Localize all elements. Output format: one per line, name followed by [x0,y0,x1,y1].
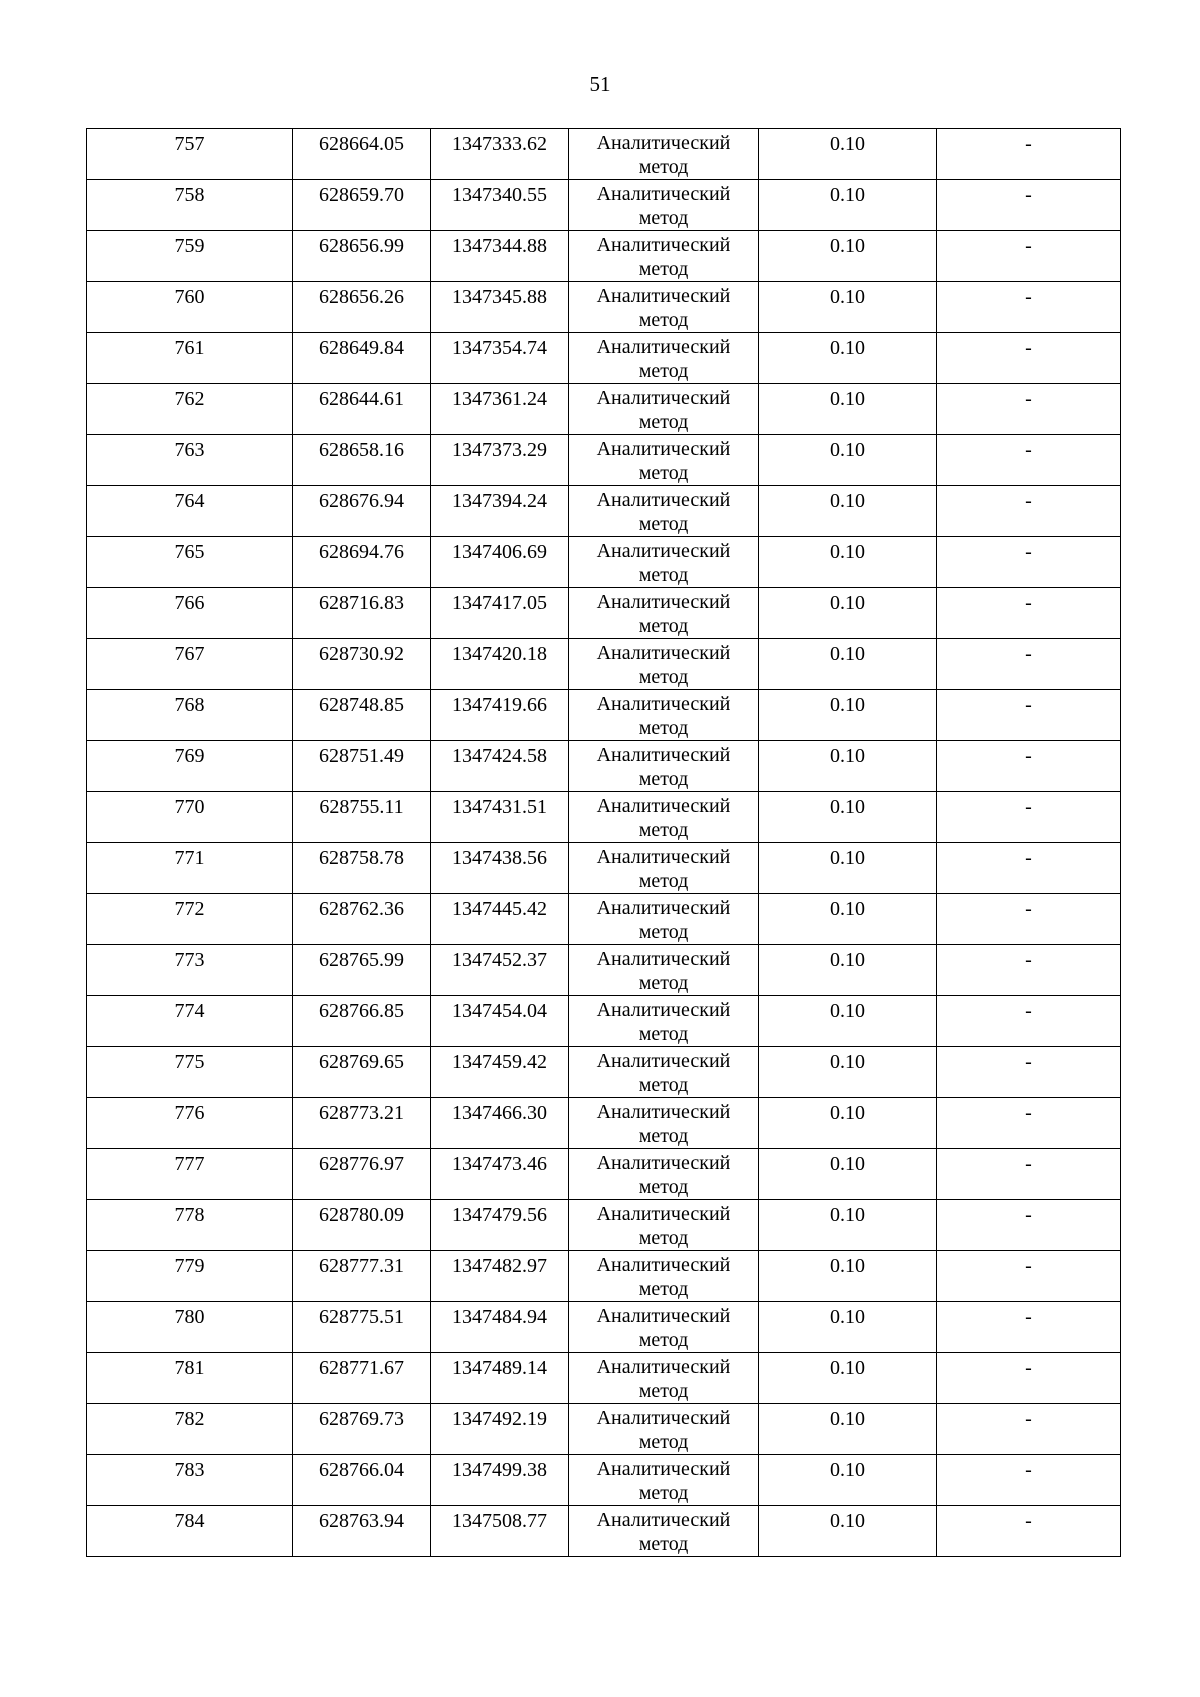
method-line-2: метод [638,666,689,688]
y-coordinate-cell: 1347406.69 [431,537,569,588]
accuracy-cell: 0.10 [759,486,937,537]
method-cell [569,1404,759,1455]
note-cell: - [937,945,1121,996]
table-row [87,129,1121,180]
x-coordinate-cell: 628730.92 [293,639,431,690]
point-number-cell: 767 [87,639,293,690]
method-cell [569,1353,759,1404]
accuracy-cell: 0.10 [759,1506,937,1557]
point-number-cell: 770 [87,792,293,843]
y-coordinate-cell: 1347459.42 [431,1047,569,1098]
accuracy-cell: 0.10 [759,384,937,435]
point-number-cell: 762 [87,384,293,435]
accuracy-cell: 0.10 [759,1098,937,1149]
note-cell: - [937,792,1121,843]
method-line-1: Аналитический [596,438,731,460]
table-row [87,333,1121,384]
method-cell [569,129,759,180]
method-line-1: Аналитический [596,285,731,307]
method-line-2: метод [638,1380,689,1402]
method-cell [569,996,759,1047]
y-coordinate-cell: 1347361.24 [431,384,569,435]
point-number-cell: 757 [87,129,293,180]
accuracy-cell: 0.10 [759,1455,937,1506]
note-cell: - [937,1098,1121,1149]
method-line-1: Аналитический [596,132,731,154]
method-line-2: метод [638,1482,689,1504]
table-row [87,1047,1121,1098]
point-number-cell: 772 [87,894,293,945]
note-cell: - [937,1404,1121,1455]
method-line-2: метод [638,462,689,484]
accuracy-cell: 0.10 [759,639,937,690]
accuracy-cell: 0.10 [759,537,937,588]
x-coordinate-cell: 628769.65 [293,1047,431,1098]
x-coordinate-cell: 628658.16 [293,435,431,486]
y-coordinate-cell: 1347420.18 [431,639,569,690]
method-line-1: Аналитический [596,897,731,919]
method-line-2: метод [638,513,689,535]
table-row [87,1149,1121,1200]
method-line-2: метод [638,870,689,892]
method-line-1: Аналитический [596,489,731,511]
method-line-1: Аналитический [596,1152,731,1174]
point-number-cell: 778 [87,1200,293,1251]
coordinates-table [86,128,1121,1557]
accuracy-cell: 0.10 [759,792,937,843]
method-line-1: Аналитический [596,642,731,664]
note-cell: - [937,180,1121,231]
point-number-cell: 773 [87,945,293,996]
table-body [87,129,1121,1557]
x-coordinate-cell: 628766.04 [293,1455,431,1506]
x-coordinate-cell: 628755.11 [293,792,431,843]
method-line-1: Аналитический [596,948,731,970]
method-line-1: Аналитический [596,744,731,766]
x-coordinate-cell: 628769.73 [293,1404,431,1455]
method-cell [569,384,759,435]
method-line-1: Аналитический [596,1050,731,1072]
note-cell: - [937,1251,1121,1302]
note-cell: - [937,537,1121,588]
y-coordinate-cell: 1347354.74 [431,333,569,384]
table-row [87,486,1121,537]
method-line-2: метод [638,411,689,433]
table-row [87,792,1121,843]
method-line-1: Аналитический [596,693,731,715]
x-coordinate-cell: 628765.99 [293,945,431,996]
method-line-2: метод [638,156,689,178]
table-row [87,231,1121,282]
method-line-1: Аналитический [596,183,731,205]
method-line-2: метод [638,1074,689,1096]
method-cell [569,1302,759,1353]
point-number-cell: 763 [87,435,293,486]
y-coordinate-cell: 1347394.24 [431,486,569,537]
note-cell: - [937,486,1121,537]
table-row [87,1404,1121,1455]
accuracy-cell: 0.10 [759,1251,937,1302]
y-coordinate-cell: 1347445.42 [431,894,569,945]
y-coordinate-cell: 1347344.88 [431,231,569,282]
note-cell: - [937,690,1121,741]
y-coordinate-cell: 1347345.88 [431,282,569,333]
note-cell: - [937,129,1121,180]
y-coordinate-cell: 1347419.66 [431,690,569,741]
method-cell [569,690,759,741]
method-cell [569,741,759,792]
x-coordinate-cell: 628780.09 [293,1200,431,1251]
accuracy-cell: 0.10 [759,588,937,639]
x-coordinate-cell: 628716.83 [293,588,431,639]
method-cell [569,435,759,486]
method-line-1: Аналитический [596,1101,731,1123]
y-coordinate-cell: 1347508.77 [431,1506,569,1557]
table-row [87,843,1121,894]
x-coordinate-cell: 628777.31 [293,1251,431,1302]
method-line-1: Аналитический [596,234,731,256]
accuracy-cell: 0.10 [759,435,937,486]
y-coordinate-cell: 1347499.38 [431,1455,569,1506]
note-cell: - [937,894,1121,945]
accuracy-cell: 0.10 [759,996,937,1047]
accuracy-cell: 0.10 [759,843,937,894]
note-cell: - [937,1455,1121,1506]
method-line-2: метод [638,972,689,994]
method-line-2: метод [638,1227,689,1249]
x-coordinate-cell: 628762.36 [293,894,431,945]
point-number-cell: 768 [87,690,293,741]
y-coordinate-cell: 1347417.05 [431,588,569,639]
point-number-cell: 771 [87,843,293,894]
method-line-2: метод [638,1533,689,1555]
note-cell: - [937,639,1121,690]
method-line-2: метод [638,768,689,790]
method-cell [569,792,759,843]
point-number-cell: 775 [87,1047,293,1098]
table-row [87,996,1121,1047]
point-number-cell: 774 [87,996,293,1047]
point-number-cell: 777 [87,1149,293,1200]
method-line-1: Аналитический [596,1305,731,1327]
accuracy-cell: 0.10 [759,1047,937,1098]
table-row [87,1098,1121,1149]
table-row [87,639,1121,690]
point-number-cell: 761 [87,333,293,384]
x-coordinate-cell: 628773.21 [293,1098,431,1149]
method-line-1: Аналитический [596,1356,731,1378]
table-row [87,1506,1121,1557]
method-line-1: Аналитический [596,1407,731,1429]
method-line-2: метод [638,1431,689,1453]
y-coordinate-cell: 1347333.62 [431,129,569,180]
table-row [87,741,1121,792]
note-cell: - [937,384,1121,435]
accuracy-cell: 0.10 [759,1353,937,1404]
method-cell [569,1200,759,1251]
note-cell: - [937,741,1121,792]
x-coordinate-cell: 628649.84 [293,333,431,384]
y-coordinate-cell: 1347373.29 [431,435,569,486]
x-coordinate-cell: 628775.51 [293,1302,431,1353]
method-line-2: метод [638,1329,689,1351]
method-line-2: метод [638,921,689,943]
point-number-cell: 782 [87,1404,293,1455]
note-cell: - [937,1353,1121,1404]
x-coordinate-cell: 628656.26 [293,282,431,333]
method-cell [569,1506,759,1557]
method-cell [569,843,759,894]
accuracy-cell: 0.10 [759,180,937,231]
note-cell: - [937,996,1121,1047]
method-cell [569,333,759,384]
method-cell [569,1455,759,1506]
x-coordinate-cell: 628664.05 [293,129,431,180]
y-coordinate-cell: 1347424.58 [431,741,569,792]
y-coordinate-cell: 1347452.37 [431,945,569,996]
point-number-cell: 780 [87,1302,293,1353]
note-cell: - [937,435,1121,486]
point-number-cell: 781 [87,1353,293,1404]
point-number-cell: 759 [87,231,293,282]
method-line-1: Аналитический [596,846,731,868]
method-line-2: метод [638,615,689,637]
y-coordinate-cell: 1347438.56 [431,843,569,894]
accuracy-cell: 0.10 [759,1302,937,1353]
method-line-1: Аналитический [596,336,731,358]
y-coordinate-cell: 1347489.14 [431,1353,569,1404]
x-coordinate-cell: 628766.85 [293,996,431,1047]
note-cell: - [937,1506,1121,1557]
y-coordinate-cell: 1347466.30 [431,1098,569,1149]
point-number-cell: 784 [87,1506,293,1557]
y-coordinate-cell: 1347479.56 [431,1200,569,1251]
note-cell: - [937,1302,1121,1353]
method-cell [569,1251,759,1302]
method-cell [569,1098,759,1149]
method-cell [569,537,759,588]
y-coordinate-cell: 1347484.94 [431,1302,569,1353]
x-coordinate-cell: 628694.76 [293,537,431,588]
page-number: 51 [589,72,611,96]
note-cell: - [937,1047,1121,1098]
accuracy-cell: 0.10 [759,333,937,384]
accuracy-cell: 0.10 [759,945,937,996]
note-cell: - [937,843,1121,894]
table-row [87,1455,1121,1506]
table-row [87,1353,1121,1404]
point-number-cell: 769 [87,741,293,792]
x-coordinate-cell: 628659.70 [293,180,431,231]
y-coordinate-cell: 1347482.97 [431,1251,569,1302]
method-line-1: Аналитический [596,999,731,1021]
accuracy-cell: 0.10 [759,1200,937,1251]
table-row [87,180,1121,231]
method-cell [569,588,759,639]
point-number-cell: 760 [87,282,293,333]
y-coordinate-cell: 1347454.04 [431,996,569,1047]
method-line-2: метод [638,1176,689,1198]
method-cell [569,639,759,690]
table-row [87,894,1121,945]
x-coordinate-cell: 628656.99 [293,231,431,282]
accuracy-cell: 0.10 [759,1149,937,1200]
method-line-1: Аналитический [596,1254,731,1276]
table-row [87,435,1121,486]
method-cell [569,894,759,945]
accuracy-cell: 0.10 [759,282,937,333]
x-coordinate-cell: 628771.67 [293,1353,431,1404]
point-number-cell: 766 [87,588,293,639]
accuracy-cell: 0.10 [759,1404,937,1455]
x-coordinate-cell: 628763.94 [293,1506,431,1557]
method-cell [569,1149,759,1200]
method-cell [569,945,759,996]
x-coordinate-cell: 628758.78 [293,843,431,894]
method-cell [569,180,759,231]
method-cell [569,1047,759,1098]
table-row [87,1200,1121,1251]
x-coordinate-cell: 628751.49 [293,741,431,792]
table-row [87,1251,1121,1302]
method-line-2: метод [638,564,689,586]
method-line-2: метод [638,819,689,841]
method-line-2: метод [638,360,689,382]
method-cell [569,231,759,282]
method-line-2: метод [638,1278,689,1300]
method-line-2: метод [638,717,689,739]
method-line-2: метод [638,1125,689,1147]
y-coordinate-cell: 1347492.19 [431,1404,569,1455]
table-row [87,1302,1121,1353]
point-number-cell: 779 [87,1251,293,1302]
method-line-1: Аналитический [596,1458,731,1480]
method-line-2: метод [638,207,689,229]
y-coordinate-cell: 1347431.51 [431,792,569,843]
note-cell: - [937,1200,1121,1251]
method-line-1: Аналитический [596,540,731,562]
point-number-cell: 776 [87,1098,293,1149]
accuracy-cell: 0.10 [759,231,937,282]
note-cell: - [937,282,1121,333]
point-number-cell: 783 [87,1455,293,1506]
note-cell: - [937,231,1121,282]
point-number-cell: 758 [87,180,293,231]
method-line-1: Аналитический [596,795,731,817]
x-coordinate-cell: 628644.61 [293,384,431,435]
x-coordinate-cell: 628676.94 [293,486,431,537]
accuracy-cell: 0.10 [759,894,937,945]
table-row [87,282,1121,333]
method-line-1: Аналитический [596,1509,731,1531]
accuracy-cell: 0.10 [759,741,937,792]
method-cell [569,486,759,537]
y-coordinate-cell: 1347340.55 [431,180,569,231]
table-row [87,588,1121,639]
table-row [87,537,1121,588]
method-cell [569,282,759,333]
x-coordinate-cell: 628748.85 [293,690,431,741]
accuracy-cell: 0.10 [759,129,937,180]
table-row [87,690,1121,741]
note-cell: - [937,1149,1121,1200]
point-number-cell: 764 [87,486,293,537]
table-row [87,945,1121,996]
x-coordinate-cell: 628776.97 [293,1149,431,1200]
method-line-2: метод [638,309,689,331]
method-line-1: Аналитический [596,387,731,409]
method-line-1: Аналитический [596,1203,731,1225]
table-row [87,384,1121,435]
method-line-2: метод [638,258,689,280]
y-coordinate-cell: 1347473.46 [431,1149,569,1200]
note-cell: - [937,588,1121,639]
note-cell: - [937,333,1121,384]
point-number-cell: 765 [87,537,293,588]
method-line-1: Аналитический [596,591,731,613]
accuracy-cell: 0.10 [759,690,937,741]
method-line-2: метод [638,1023,689,1045]
